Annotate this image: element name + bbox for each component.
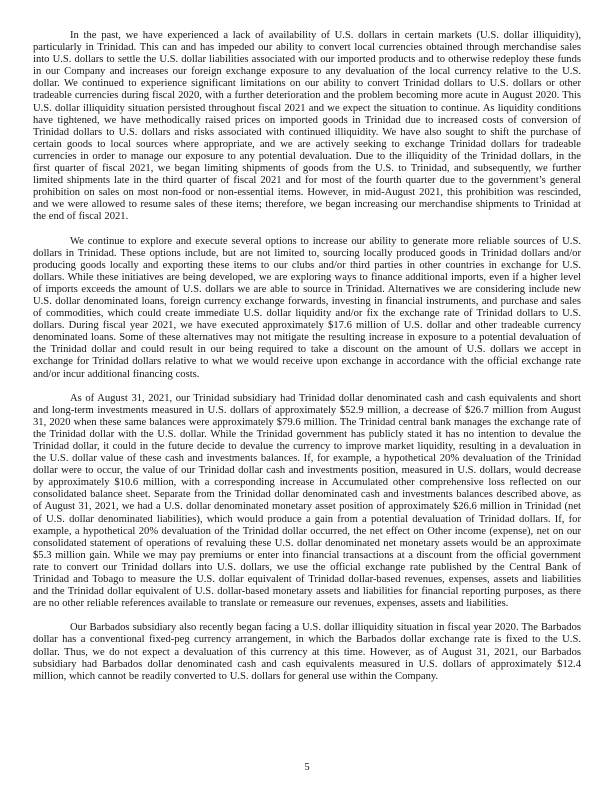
body-paragraph-barbados: Our Barbados subsidiary also recently began facing a U.S. dollar illiquidity situation in fiscal year 2020. The Barbados dollar has a conventional fixed-peg currency arrangement, in which the Barbados dollar exchange rate is fixed to the U.S. dollar. Thus, we do not expect a devaluation of this currency at this time. However, as of August 31, 2021, our Barbados subsidiary had Barbados dollar denominated cash and cash equivalents measured in U.S. dollars of approximately $12.4 million, which cannot be readily converted to U.S. dollars for general use within the Company.: [33, 622, 581, 682]
body-paragraph-trinidad-balances: As of August 31, 2021, our Trinidad subsidiary had Trinidad dollar denominated cash and cash equivalents and short and long-term investments measured in U.S. dollars of approximately $52.9 million, a decrease of $26.7 million from August 31, 2020 when these same balances were approximately $79.6 million. The Trinidad central bank manages the exchange rate of the Trinidad dollar with the U.S. dollar. While the Trinidad government has publicly stated it has no intention to devalue the Trinidad dollar, it could in the future decide to devalue the currency to improve market liquidity, resulting in a devaluation in the U.S. dollar value of these cash and investments balances. If, for example, a hypothetical 20% devaluation of the Trinidad dollar were to occur, the value of our Trinidad dollar cash and investments position, measured in U.S. dollars, would decrease by approximately $10.6 million, with a corresponding increase in Accumulated other comprehensive loss reflected on our consolidated balance sheet. Separate from the Trinidad dollar denominated cash and investments balances described above, as of August 31, 2021, we had a U.S. dollar denominated monetary asset position of approximately $26.6 million in Trinidad (net of U.S. dollar denominated liabilities), which would produce a gain from a potential devaluation of Trinidad dollars. If, for example, a hypothetical 20% devaluation of the Trinidad dollar occurred, the net effect on Other income (expense), net on our consolidated statement of operations of revaluing these U.S. dollar denominated net monetary assets would be an approximate $5.3 million gain. While we may pay premiums or enter into financial transactions at a discount from the official government rate to convert our Trinidad dollars into U.S. dollars, we use the official exchange rate published by the Central Bank of Trinidad and Tobago to measure the U.S. dollar equivalent of Trinidad dollar-based revenues, expenses, assets and liabilities and the Trinidad dollar equivalent of U.S. dollar-based monetary assets and liabilities for financial reporting purposes, as there are no other reliable references available to translate or remeasure our revenues, expenses, assets and liabilities.: [33, 392, 581, 610]
page-number: 5: [304, 762, 310, 773]
document-body: [33, 30, 581, 695]
body-paragraph-illiquidity-history: In the past, we have experienced a lack of availability of U.S. dollars in certain markets (U.S. dollar illiquidity), particularly in Trinidad. This can and has impeded our ability to convert local currencies obtained through merchandise sales into U.S. dollars to settle the U.S. dollar liabilities associated with our imported products and to otherwise redeploy these funds in our Company and increases our foreign exchange exposure to any devaluation of the local currency relative to the U.S. dollar. We continued to experience significant limitations on our ability to convert Trinidad dollars to U.S. dollars or other tradeable currencies during fiscal 2020, with a further deterioration and the problem becoming more acute in August 2020. This U.S. dollar illiquidity situation persisted throughout fiscal 2021 and we expect the situation to continue. As liquidity conditions have tightened, we have methodically raised prices on imported goods in Trinidad due to increased costs of conversion of Trinidad dollars to U.S. dollars and risks associated with continued illiquidity. We have also sought to shift the purchase of certain goods to local sources where appropriate, and we are actively seeking to exchange Trinidad dollars for tradeable currencies in order to manage our exposure to any potential devaluation. Due to the illiquidity of the Trinidad dollars, in the first quarter of fiscal 2021, we began limiting shipments of goods from the U.S. to Trinidad, and subsequently, we further limited shipments late in the third quarter of fiscal 2021 and for most of the fourth quarter due to the government’s general prohibition on sales on most non-food or non-essential items. However, in mid-August 2021, this prohibition was rescinded, and we were allowed to resume sales of these items; therefore, we began increasing our merchandise shipments to Trinidad at the end of fiscal 2021.: [33, 30, 581, 223]
body-paragraph-options-explored: We continue to explore and execute several options to increase our ability to generate more reliable sources of U.S. dollars in Trinidad. These options include, but are not limited to, sourcing locally produced goods in Trinidad dollars and/or producing goods locally and exporting these items to our clubs and/or third parties in other countries in exchange for U.S. dollars. While these initiatives are being developed, we are exploring ways to finance additional imports, even if a higher level of imports exceeds the amount of U.S. dollars we are able to source in Trinidad. Alternatives we are considering include new U.S. dollar denominated loans, foreign currency exchange forwards, investing in financial instruments, and purchase and sales of commodities, which could create immediate U.S. dollar liquidity and/or fix the exchange rate of Trinidad dollars to U.S. dollars. During fiscal year 2021, we have executed approximately $17.6 million of U.S. dollar and other tradeable currency denominated loans. Some of these alternatives may not mitigate the resulting increase in exposure to a potential devaluation of the Trinidad dollar and could result in our being required to take a discount on the amount of U.S. dollars we accept in exchange for Trinidad dollars relative to what we would receive upon exchange in accordance with the official exchange rate and/or incur additional financing costs.: [33, 235, 581, 380]
